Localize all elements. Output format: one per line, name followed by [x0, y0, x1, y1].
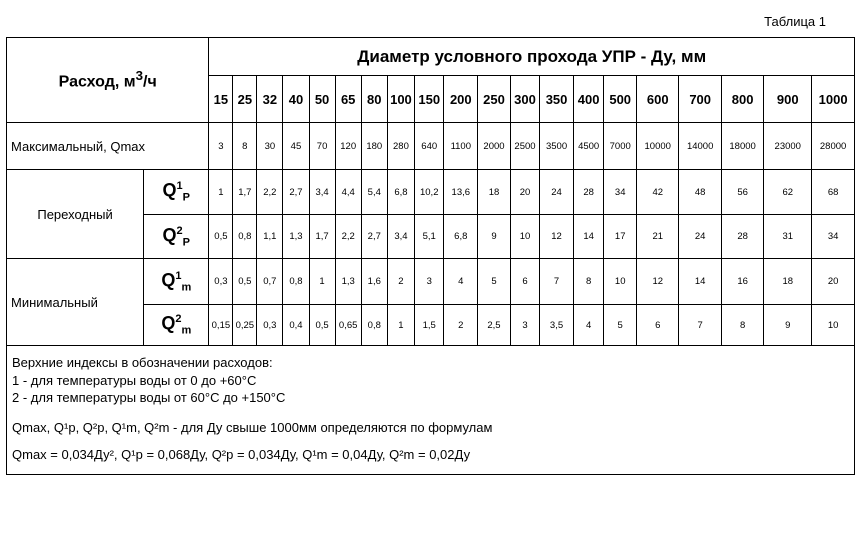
- value-cell: 1: [387, 305, 414, 346]
- diameter-cell: 40: [283, 76, 309, 123]
- value-cell: 8: [233, 123, 257, 170]
- value-cell: 20: [812, 259, 855, 305]
- value-cell: 3500: [540, 123, 574, 170]
- diameter-cell: 500: [604, 76, 637, 123]
- value-cell: 0,25: [233, 305, 257, 346]
- value-cell: 18: [764, 259, 812, 305]
- qmax-row: [7, 123, 855, 170]
- value-cell: 20: [510, 170, 539, 215]
- diameter-cell: 80: [361, 76, 387, 123]
- diameter-cell: 250: [478, 76, 511, 123]
- value-cell: 1,5: [415, 305, 444, 346]
- value-cell: 2500: [510, 123, 539, 170]
- value-cell: 0,5: [233, 259, 257, 305]
- value-cell: 1,6: [361, 259, 387, 305]
- value-cell: 0,8: [283, 259, 309, 305]
- value-cell: 1,3: [335, 259, 361, 305]
- value-cell: 31: [764, 215, 812, 259]
- value-cell: 24: [540, 170, 574, 215]
- value-cell: 23000: [764, 123, 812, 170]
- value-cell: 28: [573, 170, 603, 215]
- value-cell: 7: [540, 259, 574, 305]
- value-cell: 21: [637, 215, 679, 259]
- minimal-label: Минимальный: [7, 259, 144, 346]
- value-cell: 180: [361, 123, 387, 170]
- value-cell: 5: [478, 259, 511, 305]
- q2p-symbol: $Q^2_P$: [144, 215, 209, 259]
- diameter-cell: 600: [637, 76, 679, 123]
- value-cell: 2000: [478, 123, 511, 170]
- value-cell: 10: [604, 259, 637, 305]
- table-caption: Таблица 1: [764, 14, 826, 29]
- value-cell: 0,5: [209, 215, 233, 259]
- value-cell: 2,2: [335, 215, 361, 259]
- value-cell: 0,3: [257, 305, 283, 346]
- value-cell: 640: [415, 123, 444, 170]
- value-cell: 1,3: [283, 215, 309, 259]
- diameter-cell: 700: [679, 76, 721, 123]
- value-cell: 6: [510, 259, 539, 305]
- value-cell: 6,8: [387, 170, 414, 215]
- value-cell: 17: [604, 215, 637, 259]
- value-cell: 56: [721, 170, 763, 215]
- value-cell: 12: [540, 215, 574, 259]
- transitional-label: Переходный: [7, 170, 144, 259]
- value-cell: 7: [679, 305, 721, 346]
- rate-header: Расход, $м^3/ч$: [7, 38, 209, 123]
- diameter-cell: 1000: [812, 76, 855, 123]
- value-cell: 62: [764, 170, 812, 215]
- value-cell: 30: [257, 123, 283, 170]
- value-cell: 3: [209, 123, 233, 170]
- minimal-q1-row: [7, 259, 855, 305]
- value-cell: 5,4: [361, 170, 387, 215]
- value-cell: 2,7: [283, 170, 309, 215]
- value-cell: 0,8: [233, 215, 257, 259]
- value-cell: 0,4: [283, 305, 309, 346]
- notes-formula: Qmax = 0,034Ду², Q¹p = 0,068Ду, Q²p = 0,034Ду, Q¹m = 0,04Ду, Q²m = 0,02Ду: [12, 447, 471, 463]
- value-cell: 24: [679, 215, 721, 259]
- value-cell: 9: [478, 215, 511, 259]
- value-cell: 16: [721, 259, 763, 305]
- notes-line-1: 1 - для температуры воды от 0 до +60°C: [12, 372, 257, 388]
- value-cell: 34: [604, 170, 637, 215]
- q2m-symbol: $Q^2_m$: [144, 305, 209, 346]
- value-cell: 2,2: [257, 170, 283, 215]
- value-cell: 3,4: [309, 170, 335, 215]
- diameter-header: Диаметр условного прохода УПР - Ду, мм: [209, 38, 855, 76]
- value-cell: 3,5: [540, 305, 574, 346]
- diameter-cell: 400: [573, 76, 603, 123]
- value-cell: 12: [637, 259, 679, 305]
- value-cell: 0,65: [335, 305, 361, 346]
- value-cell: 45: [283, 123, 309, 170]
- value-cell: 4,4: [335, 170, 361, 215]
- value-cell: 68: [812, 170, 855, 215]
- flow-rate-table: [6, 37, 855, 475]
- value-cell: 1,7: [233, 170, 257, 215]
- value-cell: 42: [637, 170, 679, 215]
- value-cell: 8: [721, 305, 763, 346]
- diameter-cell: 300: [510, 76, 539, 123]
- value-cell: 0,5: [309, 305, 335, 346]
- value-cell: 10: [510, 215, 539, 259]
- diameter-cell: 350: [540, 76, 574, 123]
- value-cell: 13,6: [444, 170, 478, 215]
- notes-line-2: 2 - для температуры воды от 60°C до +150°C: [12, 390, 286, 406]
- value-cell: 5: [604, 305, 637, 346]
- value-cell: 18: [478, 170, 511, 215]
- value-cell: 2: [444, 305, 478, 346]
- value-cell: 6,8: [444, 215, 478, 259]
- value-cell: 48: [679, 170, 721, 215]
- diameter-cell: 800: [721, 76, 763, 123]
- value-cell: 8: [573, 259, 603, 305]
- value-cell: 14000: [679, 123, 721, 170]
- value-cell: 1100: [444, 123, 478, 170]
- value-cell: 4500: [573, 123, 603, 170]
- diameter-cell: 50: [309, 76, 335, 123]
- value-cell: 1,7: [309, 215, 335, 259]
- value-cell: 70: [309, 123, 335, 170]
- value-cell: 9: [764, 305, 812, 346]
- value-cell: 7000: [604, 123, 637, 170]
- value-cell: 14: [679, 259, 721, 305]
- notes-line-3: Qmax, Q¹p, Q²p, Q¹m, Q²m - для Ду свыше 1000мм определяются по формулам: [12, 419, 493, 435]
- value-cell: 2: [387, 259, 414, 305]
- q1p-symbol: $Q^1_P$: [144, 170, 209, 215]
- q1m-symbol: $Q^1_m$: [144, 259, 209, 305]
- value-cell: 6: [637, 305, 679, 346]
- value-cell: 0,8: [361, 305, 387, 346]
- diameter-cell: 65: [335, 76, 361, 123]
- value-cell: 5,1: [415, 215, 444, 259]
- diameter-cell: 900: [764, 76, 812, 123]
- value-cell: 3,4: [387, 215, 414, 259]
- value-cell: 3: [510, 305, 539, 346]
- diameter-cell: 150: [415, 76, 444, 123]
- value-cell: 1: [309, 259, 335, 305]
- value-cell: 10000: [637, 123, 679, 170]
- value-cell: 1: [209, 170, 233, 215]
- value-cell: 10,2: [415, 170, 444, 215]
- transitional-q1-row: [7, 170, 855, 215]
- value-cell: 2,5: [478, 305, 511, 346]
- value-cell: 34: [812, 215, 855, 259]
- value-cell: 3: [415, 259, 444, 305]
- diameter-cell: 200: [444, 76, 478, 123]
- value-cell: 1,1: [257, 215, 283, 259]
- value-cell: 0,7: [257, 259, 283, 305]
- notes-block: [7, 346, 855, 475]
- value-cell: 28: [721, 215, 763, 259]
- diameter-cell: 100: [387, 76, 414, 123]
- diameter-cell: 15: [209, 76, 233, 123]
- value-cell: 120: [335, 123, 361, 170]
- value-cell: 0,15: [209, 305, 233, 346]
- value-cell: 4: [444, 259, 478, 305]
- value-cell: 18000: [721, 123, 763, 170]
- value-cell: 28000: [812, 123, 855, 170]
- diameter-cell: 25: [233, 76, 257, 123]
- diameter-cell: 32: [257, 76, 283, 123]
- notes-intro: Верхние индексы в обозначении расходов:: [12, 355, 273, 370]
- value-cell: 280: [387, 123, 414, 170]
- qmax-label: Максимальный, Qmax: [7, 123, 209, 170]
- value-cell: 14: [573, 215, 603, 259]
- value-cell: 2,7: [361, 215, 387, 259]
- value-cell: 0,3: [209, 259, 233, 305]
- value-cell: 4: [573, 305, 603, 346]
- value-cell: 10: [812, 305, 855, 346]
